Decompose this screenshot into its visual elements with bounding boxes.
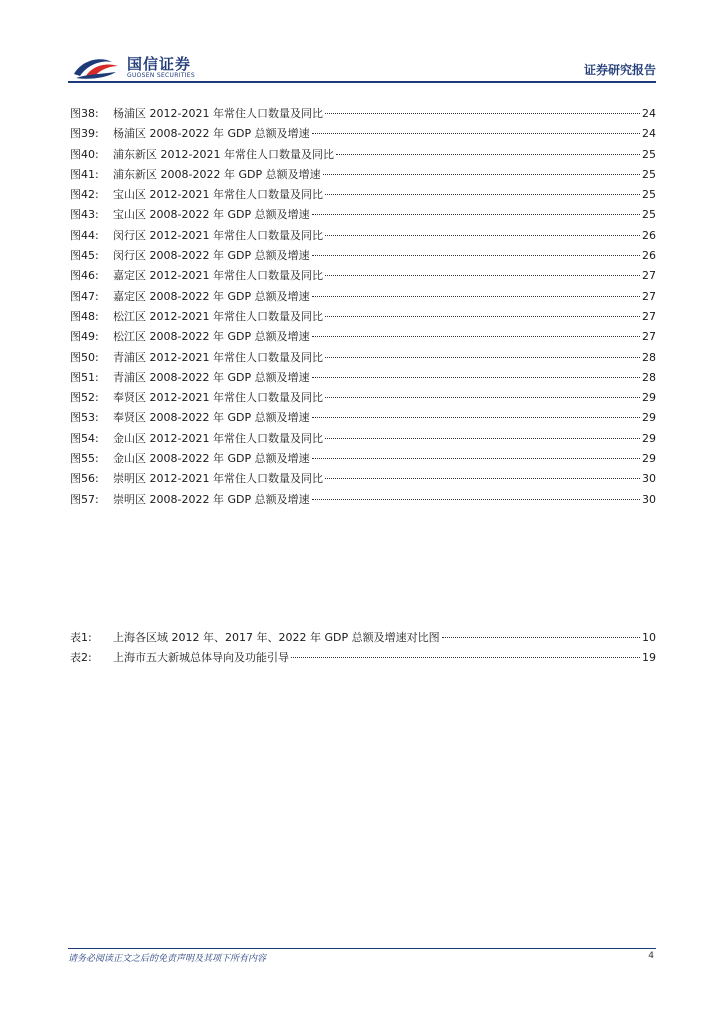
figure-toc-entry[interactable] [70,266,656,286]
toc-entry-page: 24 [642,107,656,120]
figure-toc-entry[interactable] [70,287,656,307]
toc-entry-title: 金山区 2012-2021 年常住人口数量及同比 [113,431,323,445]
page-number: 4 [648,951,654,961]
logo-english-name: GUOSEN SECURITIES [127,72,196,79]
toc-entry-title: 宝山区 2008-2022 年 GDP 总额及增速 [113,208,310,222]
table-toc-entry[interactable] [70,628,656,648]
toc-entry-title: 上海市五大新城总体导向及功能引导 [113,651,289,665]
page-header [0,0,724,86]
toc-entry-label: 图41: [70,167,99,181]
toc-entry-label: 图49: [70,330,99,344]
toc-entry-page: 19 [642,651,656,665]
toc-entry-label: 图38: [70,107,99,120]
toc-entry-title: 上海各区域 2012 年、2017 年、2022 年 GDP 总额及增速对比图 [113,631,440,644]
figure-toc-entry[interactable] [70,327,656,347]
toc-entry-title: 嘉定区 2008-2022 年 GDP 总额及增速 [113,289,310,303]
logo-chinese-name: 国信证券 [127,55,192,73]
toc-entry-page: 27 [642,289,656,303]
header-divider [68,81,656,83]
toc-leader-dots [325,477,640,479]
toc-entry-label: 表2: [70,651,92,665]
toc-leader-dots [312,498,640,500]
toc-entry-page: 25 [642,188,656,202]
figure-toc-entry[interactable] [70,368,656,388]
toc-entry-label: 图52: [70,391,99,405]
toc-entry-page: 26 [642,228,656,242]
figure-toc-entry[interactable] [70,246,656,266]
figure-toc-entry[interactable] [70,104,656,124]
toc-leader-dots [325,193,640,195]
toc-entry-label: 图51: [70,370,99,384]
figure-toc-entry[interactable] [70,388,656,408]
toc-leader-dots [325,356,640,358]
toc-entry-page: 27 [642,309,656,323]
figure-toc-entry[interactable] [70,490,656,510]
toc-leader-dots [312,132,640,134]
figures-toc [70,104,656,510]
toc-entry-title: 崇明区 2008-2022 年 GDP 总额及增速 [113,492,310,506]
toc-leader-dots [312,416,640,418]
toc-entry-title: 宝山区 2012-2021 年常住人口数量及同比 [113,188,323,202]
toc-entry-label: 图50: [70,350,99,364]
toc-entry-label: 图57: [70,492,99,506]
figure-toc-entry[interactable] [70,408,656,428]
toc-entry-label: 图42: [70,188,99,202]
toc-leader-dots [336,153,640,155]
toc-entry-title: 闵行区 2008-2022 年 GDP 总额及增速 [113,249,310,263]
figure-toc-entry[interactable] [70,449,656,469]
toc-leader-dots [325,396,640,398]
figure-toc-entry[interactable] [70,205,656,225]
toc-entry-title: 崇明区 2012-2021 年常住人口数量及同比 [113,472,323,486]
toc-entry-label: 图53: [70,411,99,425]
toc-entry-label: 图47: [70,289,99,303]
figure-toc-entry[interactable] [70,429,656,449]
toc-entry-label: 图48: [70,309,99,323]
toc-entry-title: 闵行区 2012-2021 年常住人口数量及同比 [113,228,323,242]
toc-entry-label: 图46: [70,269,99,283]
toc-entry-title: 奉贤区 2012-2021 年常住人口数量及同比 [113,391,323,405]
toc-leader-dots [325,274,640,276]
toc-entry-page: 28 [642,370,656,384]
guosen-logo-icon [72,52,122,82]
toc-entry-page: 28 [642,350,656,364]
toc-leader-dots [325,437,640,439]
toc-entry-page: 27 [642,269,656,283]
toc-leader-dots [323,173,640,175]
toc-leader-dots [312,213,640,215]
toc-leader-dots [312,295,640,297]
toc-entry-page: 25 [642,147,656,161]
toc-entry-title: 杨浦区 2008-2022 年 GDP 总额及增速 [113,127,310,141]
toc-entry-page: 10 [642,631,656,644]
toc-entry-title: 浦东新区 2008-2022 年 GDP 总额及增速 [113,167,321,181]
toc-entry-label: 图45: [70,249,99,263]
toc-entry-page: 29 [642,391,656,405]
table-toc-entry[interactable] [70,648,656,668]
figure-toc-entry[interactable] [70,124,656,144]
disclaimer-text: 请务必阅读正文之后的免责声明及其项下所有内容 [68,954,267,964]
toc-entry-label: 图39: [70,127,99,141]
toc-entry-label: 图43: [70,208,99,222]
toc-entry-title: 金山区 2008-2022 年 GDP 总额及增速 [113,452,310,466]
toc-leader-dots [325,234,640,236]
toc-entry-page: 29 [642,411,656,425]
toc-entry-page: 29 [642,452,656,466]
toc-leader-dots [325,315,640,317]
toc-leader-dots [325,112,640,114]
toc-entry-title: 松江区 2012-2021 年常住人口数量及同比 [113,309,323,323]
toc-entry-label: 图56: [70,472,99,486]
toc-entry-label: 图55: [70,452,99,466]
figure-toc-entry[interactable] [70,165,656,185]
toc-entry-title: 松江区 2008-2022 年 GDP 总额及增速 [113,330,310,344]
figure-toc-entry[interactable] [70,185,656,205]
toc-leader-dots [291,656,640,658]
figure-toc-entry[interactable] [70,348,656,368]
toc-entry-title: 奉贤区 2008-2022 年 GDP 总额及增速 [113,411,310,425]
toc-entry-page: 25 [642,167,656,181]
toc-entry-label: 图54: [70,431,99,445]
footer-divider [68,948,656,949]
toc-leader-dots [312,376,640,378]
figure-toc-entry[interactable] [70,469,656,489]
toc-entry-label: 图44: [70,228,99,242]
toc-entry-page: 30 [642,472,656,486]
toc-leader-dots [312,254,640,256]
toc-entry-page: 26 [642,249,656,263]
toc-leader-dots [442,636,640,638]
toc-entry-page: 29 [642,431,656,445]
figure-toc-entry[interactable] [70,226,656,246]
toc-entry-title: 浦东新区 2012-2021 年常住人口数量及同比 [113,147,334,161]
toc-leader-dots [312,457,640,459]
toc-entry-page: 24 [642,127,656,141]
toc-entry-title: 青浦区 2012-2021 年常住人口数量及同比 [113,350,323,364]
report-type-label: 证券研究报告 [583,63,656,77]
guosen-logo [72,50,202,84]
toc-entry-label: 图40: [70,147,99,161]
toc-entry-page: 30 [642,492,656,506]
toc-entry-title: 青浦区 2008-2022 年 GDP 总额及增速 [113,370,310,384]
toc-entry-page: 25 [642,208,656,222]
toc-entry-title: 杨浦区 2012-2021 年常住人口数量及同比 [113,107,323,120]
toc-entry-page: 27 [642,330,656,344]
figure-toc-entry[interactable] [70,307,656,327]
toc-entry-title: 嘉定区 2012-2021 年常住人口数量及同比 [113,269,323,283]
toc-leader-dots [312,335,640,337]
figure-toc-entry[interactable] [70,145,656,165]
toc-entry-label: 表1: [70,631,92,644]
tables-toc [70,628,656,669]
